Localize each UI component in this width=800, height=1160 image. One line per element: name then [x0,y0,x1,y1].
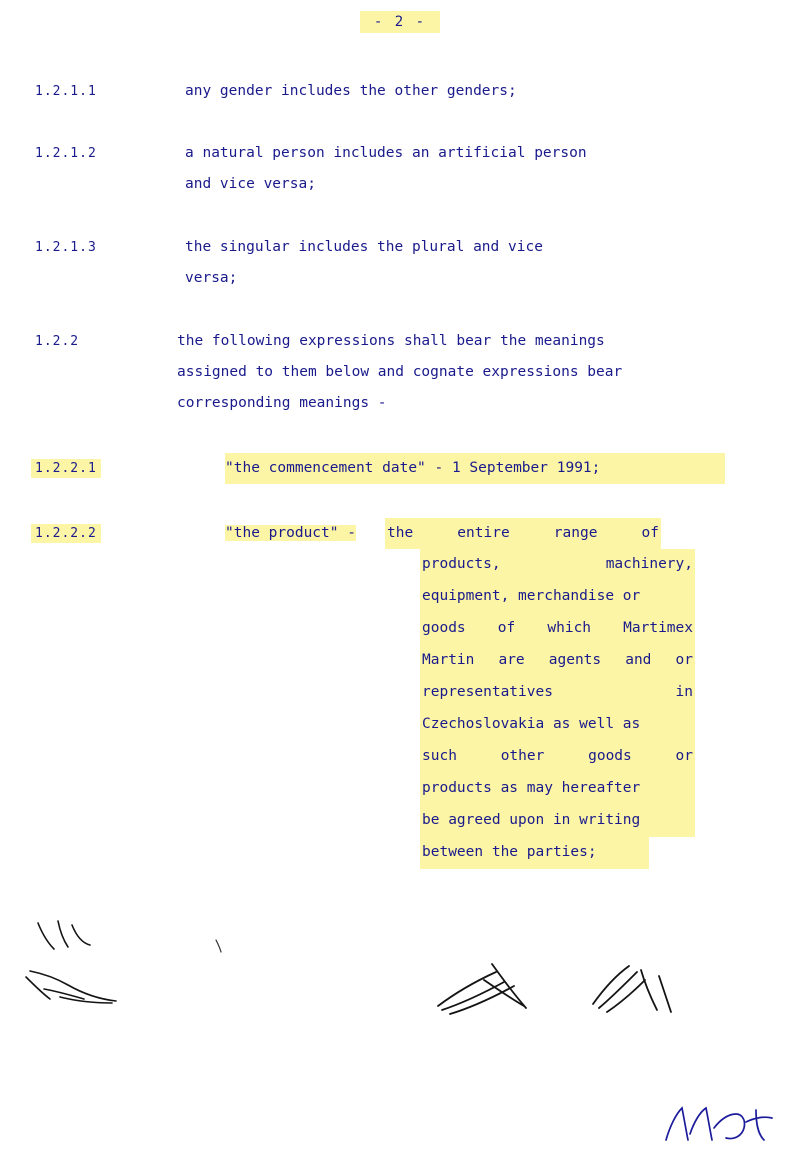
product-line: between the parties; [420,837,649,869]
product-line [420,549,695,581]
clause-number: 1.2.1.3 [35,240,97,255]
clause-line: versa; [185,270,238,286]
clause-body [177,326,725,419]
word: goods [422,620,466,636]
word: entire [457,525,510,541]
clause-1-2-2-1 [35,453,725,484]
clause-body [185,232,715,294]
word: or [675,748,693,764]
clause-number: 1.2.2 [35,334,80,349]
word: such [422,748,457,764]
word: machinery, [605,556,693,572]
clause-line: assigned to them below and cognate expressions bear [177,364,623,380]
product-line: equipment, merchandise or [420,581,695,613]
word: other [500,748,545,764]
word: or [675,652,693,668]
product-line [420,613,695,645]
clause-line: the singular includes the plural and vice [185,239,543,255]
clause-1-2-2 [35,326,725,419]
clause-line: a natural person includes an artificial person [185,145,587,161]
word: agents [548,652,602,668]
clause-number [35,518,185,549]
product-line: be agreed upon in writing [420,805,695,837]
word: goods [588,748,632,764]
page-number-label: - 2 - [360,11,440,33]
product-first-line-words [385,518,661,549]
signature-initial-left [20,915,150,1025]
product-lead-label: "the product" - [225,525,356,541]
word: in [675,684,693,700]
ink-mark-small [200,930,240,970]
clause-body [225,453,725,484]
word: products, [422,556,501,572]
clause-number: 1.2.1.1 [35,84,97,99]
clause-1-2-1-2 [35,138,715,200]
clause-line: any gender includes the other genders; [185,83,517,99]
clause-line: corresponding meanings - [177,395,387,411]
clause-number-label: 1.2.2.2 [31,524,101,543]
clause-1-2-1-1 [35,76,715,107]
clause-body [185,76,715,107]
clause-number: 1.2.1.2 [35,146,97,161]
clause-line: and vice versa; [185,176,316,192]
word: representatives [422,684,553,700]
product-first-line [385,518,755,549]
word: of [641,525,659,541]
page-number [0,14,800,30]
clause-line: the following expressions shall bear the meanings [177,333,605,349]
word: range [553,525,598,541]
clause-number [35,453,185,484]
clause-body [185,138,715,200]
clause-line: "the commencement date" - 1 September 1991; [225,453,725,484]
product-line [420,645,695,677]
product-clause-head [35,518,755,549]
product-lead [225,518,385,549]
product-line [420,677,695,709]
product-line: Czechoslovakia as well as [420,709,695,741]
word: Martimex [623,620,693,636]
clause-number-label: 1.2.2.1 [31,459,101,478]
signature-initial-right [585,960,695,1030]
signature-initial-center [430,960,560,1030]
word: Martin [422,652,475,668]
word: are [498,652,525,668]
signature-bottom-right [660,1100,780,1155]
product-line [420,741,695,773]
word: the [387,525,414,541]
product-line: products as may hereafter [420,773,695,805]
word: of [497,620,516,636]
clause-1-2-2-2 [35,518,755,869]
product-continuation [420,549,695,869]
word: which [547,620,592,636]
word: and [625,652,652,668]
clause-1-2-1-3 [35,232,715,294]
